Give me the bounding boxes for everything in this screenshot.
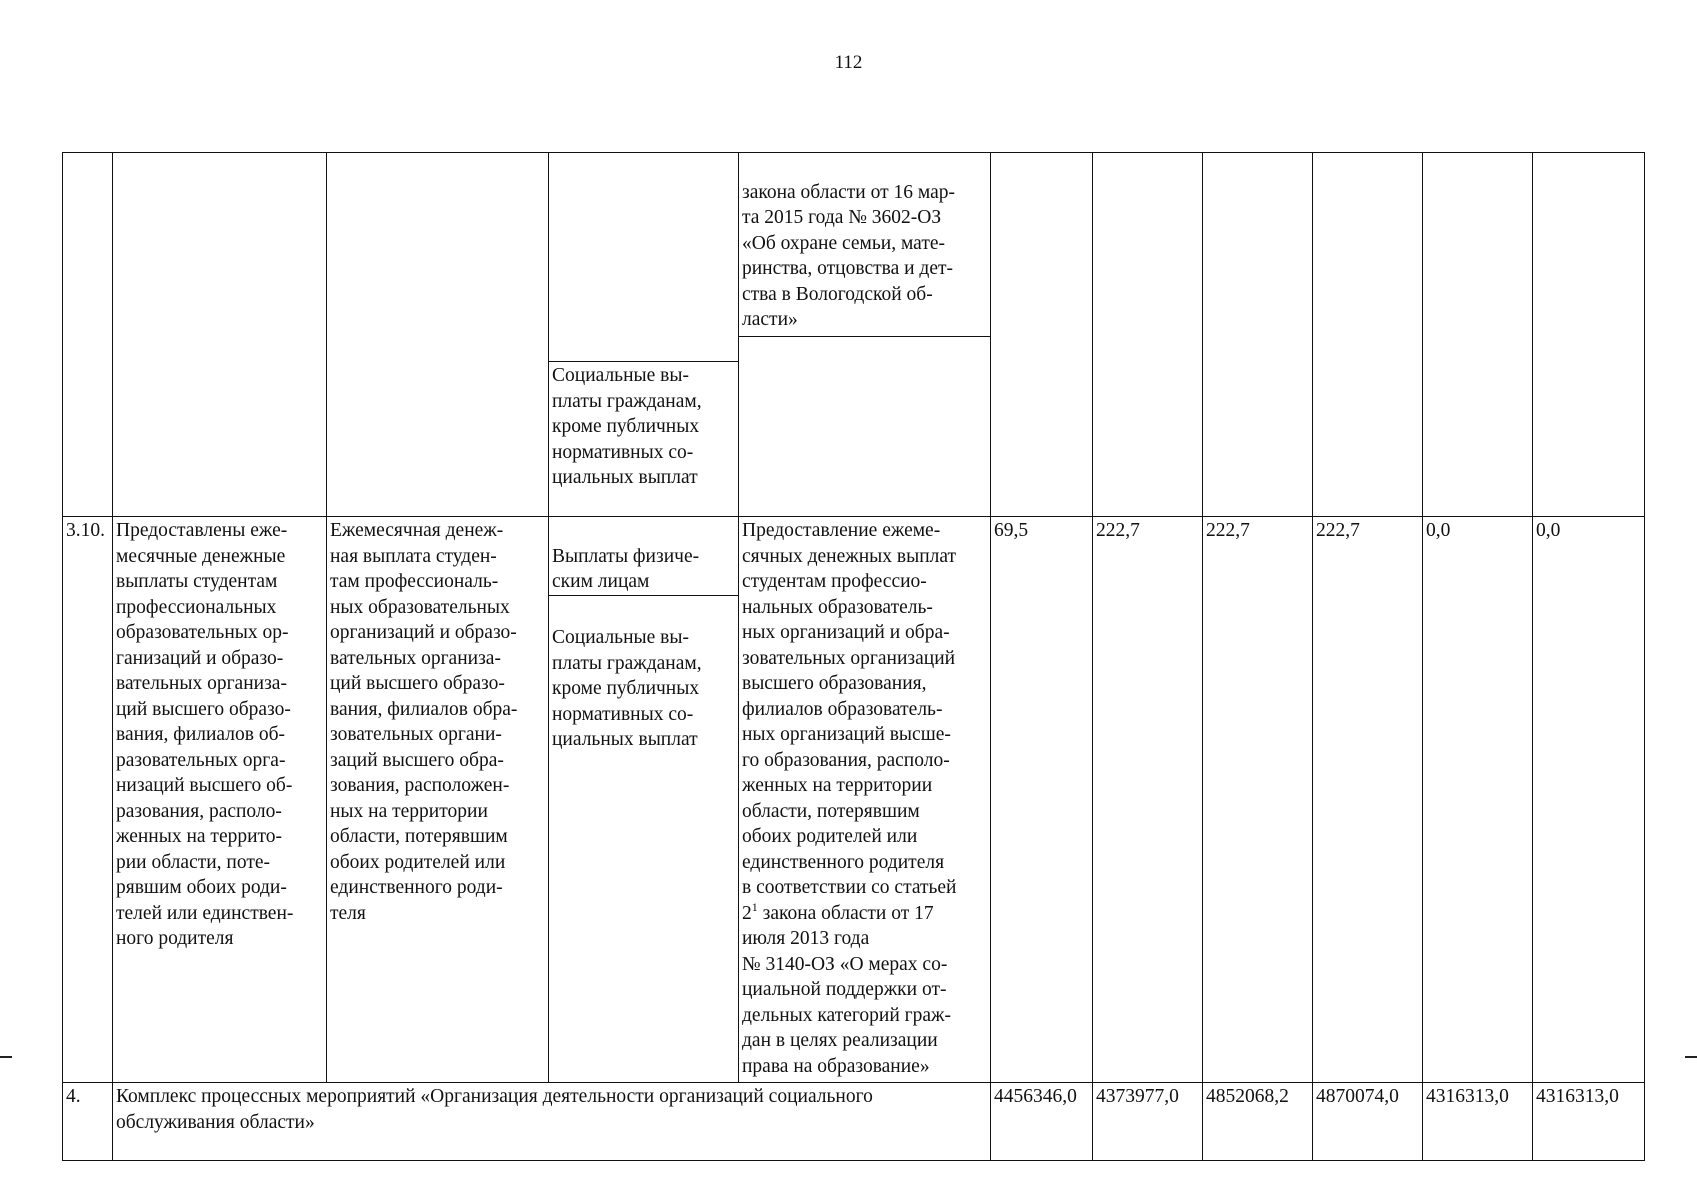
result-cell: Предоставлены еже- месячные денежные выплаты студентам профессиональных образовательных ор- ганизаций и образо- вательных организа- ций высшего образо- вания, филиалов об- разовательных орга- низаций высшего об- разования, располо- женных на террито- рии области, поте- рявшим обоих роди- телей или единствен- ного родителя xyxy=(113,517,327,1083)
basis-cell xyxy=(739,517,991,1083)
value-cell-3: 4852068,2 xyxy=(1203,1083,1313,1161)
continuation-value-2 xyxy=(1093,153,1203,517)
value-cell-5: 4316313,0 xyxy=(1423,1083,1533,1161)
margin-mark-right xyxy=(1685,1056,1697,1058)
continuation-basis-cell xyxy=(739,153,991,517)
margin-mark-left xyxy=(0,1056,12,1058)
measure-cell: Ежемесячная денеж- ная выплата студен- там профессиональ- ных образовательных организаций и образо- вательных организа- ций высшего образо- вания, филиалов обра- зовательных органи- заций высшего обра- зования, расположен- ных на территории области, потерявшим обоих родителей или единственного роди- теля xyxy=(327,517,549,1083)
value-cell-1: 4456346,0 xyxy=(991,1083,1093,1161)
value-cell-4: 4870074,0 xyxy=(1313,1083,1423,1161)
row-number: 3.10. xyxy=(63,517,113,1083)
continuation-value-1 xyxy=(991,153,1093,517)
value-cell-2: 222,7 xyxy=(1093,517,1203,1083)
continuation-row xyxy=(63,153,1645,517)
basis-text-part2: закона области от 17 июля 2013 года № 3140-ОЗ «О мерах со- циальной поддержки от- дельных категорий граж- дан в целях реализации права на образование» xyxy=(742,902,951,1077)
page-number: 112 xyxy=(834,52,863,73)
continuation-measure-cell xyxy=(327,153,549,517)
continuation-value-5 xyxy=(1423,153,1533,517)
continuation-value-6 xyxy=(1533,153,1645,517)
value-cell-4: 222,7 xyxy=(1313,517,1423,1083)
program-table xyxy=(62,152,1645,1161)
value-cell-3: 222,7 xyxy=(1203,517,1313,1083)
row-number: 4. xyxy=(63,1083,113,1161)
basis-superscript: 1 xyxy=(751,899,758,914)
value-cell-1: 69,5 xyxy=(991,517,1093,1083)
expense-type-physical-persons: Выплаты физиче- ским лицам xyxy=(549,543,738,596)
value-cell-5: 0,0 xyxy=(1423,517,1533,1083)
basis-text-part1: Предоставление ежеме- сячных денежных выплат студентам профессио- нальных образователь- ных организаций и обра- зовательных организаций высшего образования, филиалов образователь- ных организаций высше- го образования, располо- женных на территории области, потерявшим обоих родителей или единственного родителя в соответствии со статьей 2 xyxy=(742,520,957,924)
continuation-value-3 xyxy=(1203,153,1313,517)
continuation-result-cell xyxy=(113,153,327,517)
table-row-3-10 xyxy=(63,517,1645,1083)
continuation-expense-type: Социальные вы- платы гражданам, кроме публичных нормативных со- циальных выплат xyxy=(549,361,738,491)
continuation-value-4 xyxy=(1313,153,1423,517)
expense-type-cell xyxy=(549,517,739,1083)
value-cell-2: 4373977,0 xyxy=(1093,1083,1203,1161)
complex-title-cell: Комплекс процессных мероприятий «Организация деятельности организаций социального обслуживания области» xyxy=(113,1083,991,1161)
table-row-4 xyxy=(63,1083,1645,1161)
continuation-num-cell xyxy=(63,153,113,517)
continuation-expense-cell xyxy=(549,153,739,517)
continuation-law-text: закона области от 16 мар- та 2015 года № 3602-ОЗ «Об охране семьи, мате- ринства, отцовства и дет- ства в Вологодской об- ласти» xyxy=(739,179,990,337)
expense-type-social-payments: Социальные вы- платы гражданам, кроме публичных нормативных со- циальных выплат xyxy=(552,627,702,750)
value-cell-6: 0,0 xyxy=(1533,517,1645,1083)
value-cell-6: 4316313,0 xyxy=(1533,1083,1645,1161)
